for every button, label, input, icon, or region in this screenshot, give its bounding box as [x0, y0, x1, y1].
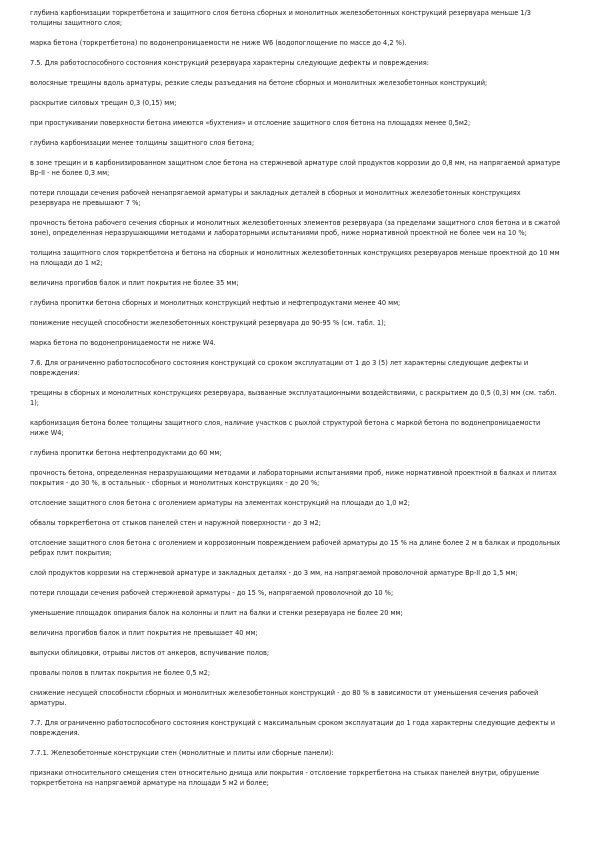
section-heading: 7.7. Для ограниченно работоспособного состояния конструкций с максимальным сроком эксплуатации до 1 года характерны следующие дефекты и повреждения.: [30, 719, 556, 737]
paragraph: понижение несущей способности железобетонных конструкций резервуара до 90-95 % (см. табл. 1);: [30, 319, 386, 327]
paragraph: прочность бетона, определенная неразрушающими методами и лабораторными испытаниями проб, ниже нормативной проектной в балках и плитах покрытия - до 30 %, в остальных - сборных и монолитных конструкциях - до 20 %;: [30, 469, 557, 487]
paragraph: признаки относительного смещения стен относительно днища или покрытия - отслоение торкретбетона на стыках панелей внутри, обрушение торкретбетона на напрягаемой арматуре на площади 5 м2 и более;: [30, 769, 540, 787]
paragraph: величина прогибов балок и плит покрытия не более 35 мм;: [30, 279, 239, 287]
paragraph: снижение несущей способности сборных и монолитных железобетонных конструкций - до 80 % в зависимости от уменьшения сечения рабочей арматуры.: [30, 689, 539, 707]
paragraph: слой продуктов коррозии на стержневой арматуре и закладных деталях - до 3 мм, на напрягаемой проволочной арматуре Вр-II до 1,5 мм;: [30, 569, 518, 577]
paragraph: уменьшение площадок опирания балок на колонны и плит на балки и стенки резервуара не более 20 мм;: [30, 609, 403, 617]
paragraph: потери площади сечения рабочей ненапрягаемой арматуры и закладных деталей в сборных и монолитных железобетонных конструкциях резервуара не превышают 7 %;: [30, 189, 521, 207]
paragraph: глубина карбонизации менее толщины защитного слоя бетона;: [30, 139, 255, 147]
paragraph: провалы полов в плитах покрытия не более 0,5 м2;: [30, 669, 211, 677]
paragraph: глубина пропитки бетона нефтепродуктами до 60 мм;: [30, 449, 222, 457]
paragraph: отслоение защитного слоя бетона с оголением арматуры на элементах конструкций на площади до 1,0 м2;: [30, 499, 410, 507]
paragraph: прочность бетона рабочего сечения сборных и монолитных железобетонных элементов резервуара (за пределами защитного слоя бетона и в сжатой зоне), определенная неразрушающими методами и лабораторными испытаниями проб, ниже нормативной проектной не более чем на 10 %;: [30, 219, 561, 237]
paragraph: обвалы торкретбетона от стыков панелей стен и наружной поверхности - до 3 м2;: [30, 519, 321, 527]
paragraph: в зоне трещин и в карбонизированном защитном слое бетона на стержневой арматуре слой продуктов коррозии до 0,8 мм, на напрягаемой арматуре Вр-II - не более 0,3 мм;: [30, 159, 561, 177]
paragraph: величина прогибов балок и плит покрытия не превышает 40 мм;: [30, 629, 258, 637]
paragraph: потери площади сечения рабочей стержневой арматуры - до 15 %, напрягаемой проволочной до 10 %;: [30, 589, 394, 597]
section-heading: 7.5. Для работоспособного состояния конструкций резервуара характерны следующие дефекты и повреждения:: [30, 59, 429, 67]
paragraph: отслоение защитного слоя бетона с оголением и коррозионным повреждением рабочей арматуры до 15 % на длине более 2 м в балках и продольных ребрах плит покрытия;: [30, 539, 561, 557]
subsection-heading: 7.7.1. Железобетонные конструкции стен (монолитные и плиты или сборные панели):: [30, 749, 334, 757]
paragraph: волосяные трещины вдоль арматуры, резкие следы разъедания на бетоне сборных и монолитных железобетонных конструкций;: [30, 79, 488, 87]
paragraph: карбонизация бетона более толщины защитного слоя, наличие участков с рыхлой структурой бетона с маркой бетона по водонепроницаемости ниже W4;: [30, 419, 541, 437]
paragraph: марка бетона (торкретбетона) по водонепроницаемости не ниже W6 (водопоглощение по массе до 4,2 %).: [30, 39, 407, 47]
paragraph: марка бетона по водонепроницаемости не ниже W4.: [30, 339, 216, 347]
paragraph: трещины в сборных и монолитных конструкциях резервуара, вызванные эксплуатационными воздействиями, с раскрытием до 0,5 (0,3) мм (см. табл. 1);: [30, 389, 557, 407]
paragraph: при простукивании поверхности бетона имеются «бухтения» и отслоение защитного слоя бетона на площадях менее 0,5м2;: [30, 119, 471, 127]
section-heading: 7.6. Для ограниченно работоспособного состояния конструкций со сроком эксплуатации от 1 до 3 (5) лет характерны следующие дефекты и повреждения:: [30, 359, 529, 377]
paragraph: глубина карбонизации торкретбетона и защитного слоя бетона сборных и монолитных железобетонных конструкций резервуара меньше 1/3 толщины защитного слоя;: [30, 9, 531, 27]
paragraph: толщина защитного слоя торкретбетона и бетона на сборных и монолитных железобетонных конструкциях резервуаров меньше проектной до 10 мм на площади до 1 м2;: [30, 249, 560, 267]
paragraph: раскрытие силовых трещин 0,3 (0,15) мм;: [30, 99, 177, 107]
paragraph: глубина пропитки бетона сборных и монолитных конструкций нефтью и нефтепродуктами менее 40 мм;: [30, 299, 401, 307]
paragraph: выпуски облицовки, отрывы листов от анкеров, вспучивание полов;: [30, 649, 270, 657]
